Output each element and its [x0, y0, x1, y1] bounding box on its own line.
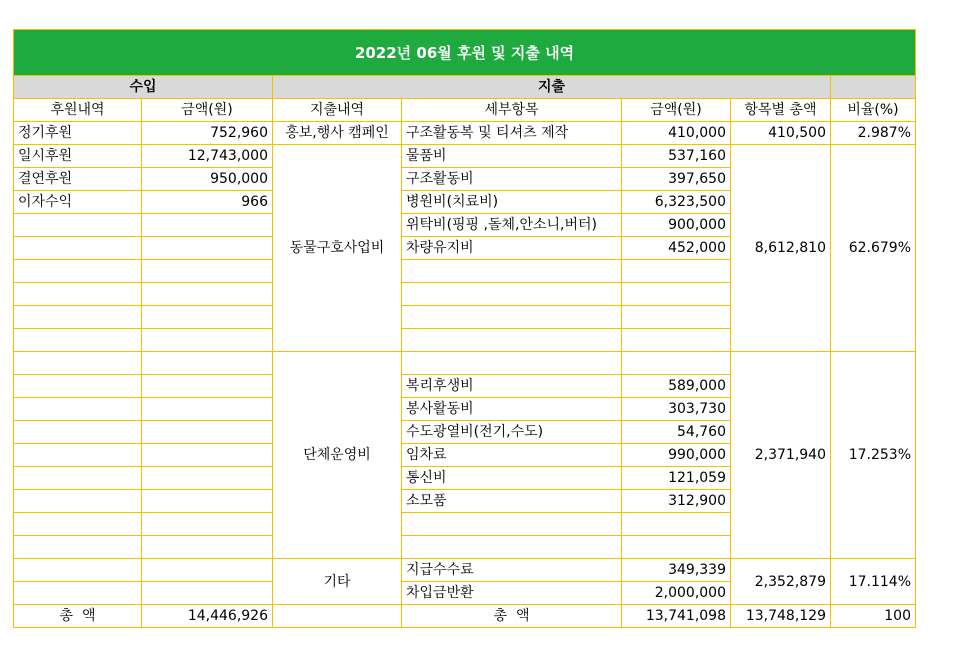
empty-cell	[14, 582, 142, 605]
empty-cell	[402, 536, 622, 559]
empty-cell	[142, 536, 273, 559]
category-total: 2,352,879	[731, 559, 831, 605]
report-title: 2022년 06월 후원 및 지출 내역	[14, 30, 916, 76]
income-item-amount: 950,000	[142, 168, 273, 191]
header-income-item: 후원내역	[14, 99, 142, 122]
income-item-amount: 12,743,000	[142, 145, 273, 168]
expense-item-amount: 349,339	[622, 559, 731, 582]
empty-cell	[622, 306, 731, 329]
empty-cell	[622, 329, 731, 352]
empty-cell	[142, 283, 273, 306]
category-total: 2,371,940	[731, 352, 831, 559]
expense-item-name: 봉사활동비	[402, 398, 622, 421]
expense-item-name: 병원비(치료비)	[402, 191, 622, 214]
expense-item-amount: 589,000	[622, 375, 731, 398]
empty-cell	[14, 214, 142, 237]
income-total-value: 14,446,926	[142, 605, 273, 628]
empty-cell	[622, 513, 731, 536]
empty-cell	[142, 352, 273, 375]
empty-cell	[142, 467, 273, 490]
income-item-name: 결연후원	[14, 168, 142, 191]
income-section-header: 수입	[14, 76, 273, 99]
expense-item-name: 통신비	[402, 467, 622, 490]
empty-cell	[622, 260, 731, 283]
income-item-amount: 966	[142, 191, 273, 214]
category-total: 410,500	[731, 122, 831, 145]
table-row	[14, 352, 916, 375]
expense-item-name: 차입금반환	[402, 582, 622, 605]
empty-cell	[142, 513, 273, 536]
expense-item-amount: 537,160	[622, 145, 731, 168]
empty-cell	[622, 352, 731, 375]
expense-item-amount: 303,730	[622, 398, 731, 421]
expense-item-amount: 990,000	[622, 444, 731, 467]
empty-cell	[14, 375, 142, 398]
expense-item-amount: 2,000,000	[622, 582, 731, 605]
empty-cell	[402, 306, 622, 329]
empty-cell	[273, 605, 402, 628]
ratio-total: 100	[831, 605, 916, 628]
expense-item-name: 물품비	[402, 145, 622, 168]
expense-item-amount: 900,000	[622, 214, 731, 237]
expense-item-amount: 312,900	[622, 490, 731, 513]
empty-cell	[142, 421, 273, 444]
empty-cell	[402, 260, 622, 283]
income-item-amount: 752,960	[142, 122, 273, 145]
header-expense-category: 지출내역	[273, 99, 402, 122]
expense-category: 기타	[273, 559, 402, 605]
expense-item-amount: 6,323,500	[622, 191, 731, 214]
empty-cell	[14, 536, 142, 559]
category-ratio: 62.679%	[831, 145, 916, 352]
report-body	[14, 122, 916, 605]
header-income-amount: 금액(원)	[142, 99, 273, 122]
totals-row	[14, 605, 916, 628]
expense-item-amount: 54,760	[622, 421, 731, 444]
category-ratio: 2.987%	[831, 122, 916, 145]
empty-cell	[142, 490, 273, 513]
expense-item-name: 복리후생비	[402, 375, 622, 398]
expense-item-amount: 121,059	[622, 467, 731, 490]
empty-cell	[142, 306, 273, 329]
empty-cell	[622, 283, 731, 306]
income-item-name: 정기후원	[14, 122, 142, 145]
empty-cell	[402, 352, 622, 375]
income-item-name: 일시후원	[14, 145, 142, 168]
empty-cell	[142, 444, 273, 467]
empty-cell	[14, 490, 142, 513]
expense-item-amount: 410,000	[622, 122, 731, 145]
expense-total-label: 총 액	[402, 605, 622, 628]
expense-item-name: 위탁비(핑핑 ,돌체,안소니,버터)	[402, 214, 622, 237]
empty-cell	[14, 352, 142, 375]
header-ratio: 비율(%)	[831, 99, 916, 122]
expense-category: 홍보,행사 캠페인	[273, 122, 402, 145]
expense-item-name: 지급수수료	[402, 559, 622, 582]
table-row	[14, 122, 916, 145]
income-item-name: 이자수익	[14, 191, 142, 214]
empty-cell	[142, 398, 273, 421]
empty-section-cell	[831, 76, 916, 99]
expense-item-name: 임차료	[402, 444, 622, 467]
category-total-sum: 13,748,129	[731, 605, 831, 628]
income-total-label: 총 액	[14, 605, 142, 628]
empty-cell	[142, 375, 273, 398]
empty-cell	[402, 329, 622, 352]
empty-cell	[14, 467, 142, 490]
empty-cell	[14, 559, 142, 582]
expense-category: 단체운영비	[273, 352, 402, 559]
expense-item-amount: 397,650	[622, 168, 731, 191]
empty-cell	[142, 237, 273, 260]
expense-category: 동물구호사업비	[273, 145, 402, 352]
empty-cell	[14, 260, 142, 283]
empty-cell	[14, 444, 142, 467]
expense-total-value: 13,741,098	[622, 605, 731, 628]
expense-item-name: 구조활동복 및 티셔츠 제작	[402, 122, 622, 145]
expense-item-amount: 452,000	[622, 237, 731, 260]
empty-cell	[14, 329, 142, 352]
expense-item-name: 수도광열비(전기,수도)	[402, 421, 622, 444]
empty-cell	[142, 582, 273, 605]
header-category-total: 항목별 총액	[731, 99, 831, 122]
empty-cell	[402, 513, 622, 536]
empty-cell	[14, 306, 142, 329]
expense-item-name: 구조활동비	[402, 168, 622, 191]
category-ratio: 17.114%	[831, 559, 916, 605]
empty-cell	[142, 214, 273, 237]
empty-cell	[622, 536, 731, 559]
expense-item-name: 소모품	[402, 490, 622, 513]
empty-cell	[14, 283, 142, 306]
empty-cell	[14, 237, 142, 260]
empty-cell	[14, 421, 142, 444]
empty-cell	[14, 513, 142, 536]
empty-cell	[142, 559, 273, 582]
header-expense-amount: 금액(원)	[622, 99, 731, 122]
expense-report-table	[13, 29, 916, 628]
empty-cell	[142, 260, 273, 283]
empty-cell	[142, 329, 273, 352]
expense-item-name: 차량유지비	[402, 237, 622, 260]
category-ratio: 17.253%	[831, 352, 916, 559]
table-row	[14, 559, 916, 582]
empty-cell	[402, 283, 622, 306]
table-row	[14, 145, 916, 168]
category-total: 8,612,810	[731, 145, 831, 352]
empty-cell	[14, 398, 142, 421]
expense-section-header: 지출	[273, 76, 831, 99]
header-expense-detail: 세부항목	[402, 99, 622, 122]
